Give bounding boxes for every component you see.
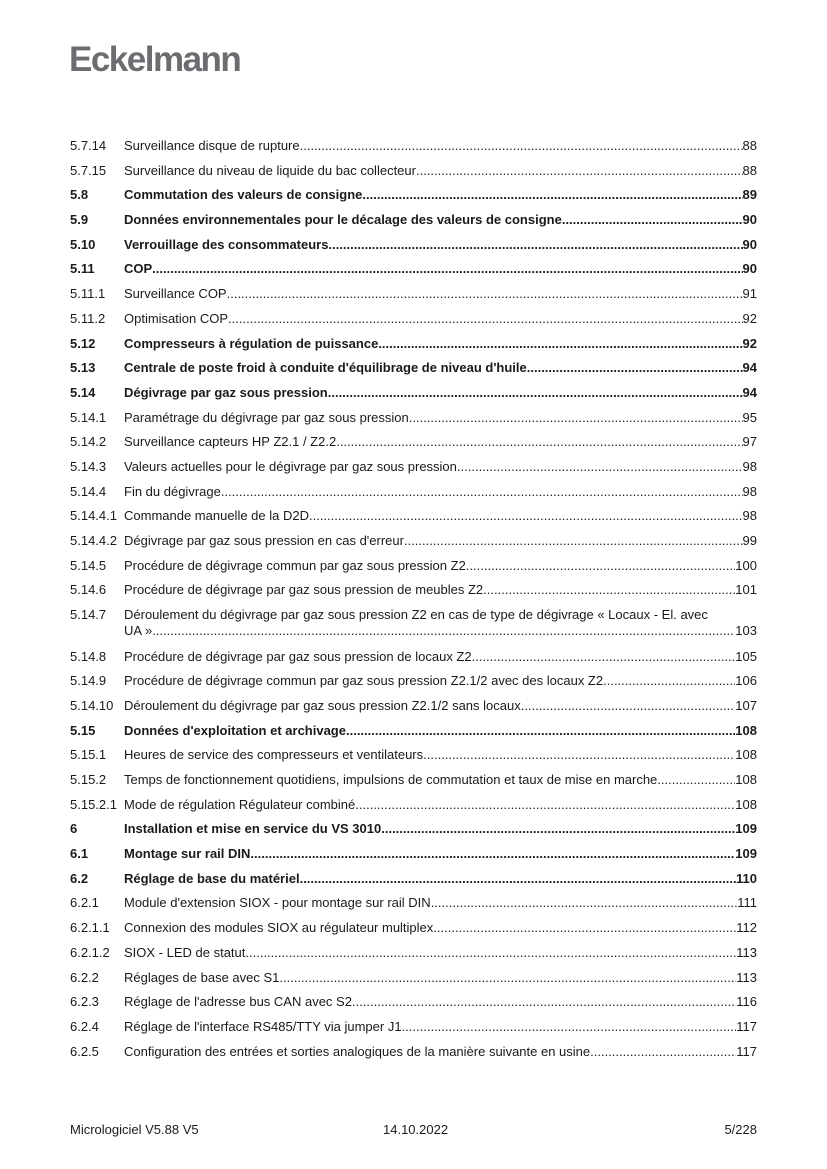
toc-entry-title[interactable]: Surveillance capteurs HP Z2.1 / Z2.2: [124, 434, 337, 450]
dot-leader: [152, 257, 742, 282]
toc-entry[interactable]: [70, 282, 757, 307]
toc-entry[interactable]: [70, 455, 757, 480]
toc-entry-page[interactable]: 106: [735, 673, 757, 689]
toc-entry[interactable]: [70, 529, 757, 554]
dot-leader: [336, 430, 742, 455]
toc-entry[interactable]: [70, 719, 757, 744]
toc-entry-title[interactable]: Procédure de dégivrage commun par gaz sous pression Z2.1/2 avec des locaux Z2: [124, 673, 604, 689]
toc-entry-page[interactable]: 94: [742, 384, 757, 400]
toc-entry-title[interactable]: Installation et mise en service du VS 3010: [124, 821, 382, 837]
toc-entry-title[interactable]: Dégivrage par gaz sous pression: [124, 384, 328, 400]
toc-entry[interactable]: [70, 817, 757, 842]
toc-entry-page[interactable]: 111: [737, 895, 757, 911]
dot-leader: [250, 842, 735, 867]
toc-entry-title[interactable]: Configuration des entrées et sorties analogiques de la manière suivante en usine: [124, 1043, 591, 1059]
toc-entry-page[interactable]: 108: [735, 796, 757, 812]
toc-entry-number: 6.2.2: [70, 969, 99, 985]
toc-entry-page[interactable]: 109: [735, 846, 757, 862]
toc-entry[interactable]: [70, 332, 757, 357]
dot-leader: [472, 645, 736, 670]
toc-entry-page[interactable]: 92: [742, 335, 757, 351]
dot-leader: [433, 916, 736, 941]
toc-entry-title[interactable]: Fin du dégivrage: [124, 483, 221, 499]
toc-entry-page[interactable]: 101: [735, 582, 757, 598]
dot-leader: [362, 183, 742, 208]
toc-entry-page[interactable]: 109: [735, 821, 757, 837]
toc-entry-page[interactable]: 113: [736, 969, 757, 985]
dot-leader: [346, 719, 735, 744]
toc-entry[interactable]: [70, 578, 757, 603]
toc-entry-page[interactable]: 98: [742, 483, 757, 499]
dot-leader: [590, 1040, 736, 1065]
toc-entry-page[interactable]: 95: [742, 409, 757, 425]
toc-entry-page[interactable]: 88: [742, 138, 757, 153]
toc-entry[interactable]: [70, 867, 757, 892]
dot-leader: [409, 406, 743, 431]
toc-entry-page[interactable]: 90: [742, 212, 757, 228]
toc-entry-number: 6.2.1.2: [70, 944, 110, 960]
toc-entry-page[interactable]: 117: [736, 1018, 757, 1034]
toc-entry[interactable]: [70, 183, 757, 208]
toc-entry-page[interactable]: 117: [736, 1043, 757, 1059]
toc-entry[interactable]: [70, 406, 757, 431]
toc-entry[interactable]: [70, 891, 757, 916]
footer-date: 14.10.2022: [383, 1122, 449, 1137]
toc-entry[interactable]: [70, 990, 757, 1015]
dot-leader: [404, 529, 743, 554]
toc-entry-number: 6.2.1.1: [70, 920, 110, 936]
toc-entry-title[interactable]: Réglage de l'adresse bus CAN avec S2: [124, 994, 352, 1010]
toc-entry-page[interactable]: 90: [742, 261, 757, 277]
toc-entry[interactable]: [70, 694, 757, 719]
toc-entry-title[interactable]: Mode de régulation Régulateur combiné: [124, 796, 356, 812]
toc-entry-number: 5.15: [70, 722, 96, 738]
dot-leader: [300, 867, 736, 892]
toc-entry[interactable]: [70, 208, 757, 233]
toc-entry-title[interactable]: SIOX - LED de statut: [124, 944, 246, 960]
dot-leader: [152, 623, 735, 639]
toc-entry-page[interactable]: 100: [735, 557, 757, 573]
toc-entry[interactable]: [70, 768, 757, 793]
dot-leader: [416, 159, 743, 184]
toc-entry-title[interactable]: Temps de fonctionnement quotidiens, impulsions de commutation et taux de mise en marche: [124, 772, 658, 787]
toc-entry-number: 5.7.15: [70, 162, 107, 178]
toc-entry-page[interactable]: 108: [735, 722, 757, 738]
toc-entry-number: 6.2.3: [70, 994, 99, 1010]
toc-entry-number: 6: [70, 821, 78, 837]
toc-entry-page[interactable]: 92: [742, 310, 757, 326]
dot-leader: [457, 455, 743, 480]
toc-entry-page[interactable]: 99: [742, 533, 757, 548]
dot-leader: [328, 233, 742, 258]
toc-entry[interactable]: [70, 356, 757, 381]
toc-entry-title[interactable]: Données d'exploitation et archivage: [124, 722, 346, 738]
toc-entry-number: 5.11.2: [70, 310, 106, 326]
dot-leader: [657, 768, 735, 793]
toc-entry-number: 5.11.1: [70, 286, 106, 302]
dot-leader: [603, 669, 735, 694]
toc-entry-title[interactable]: Procédure de dégivrage commun par gaz sous pression Z2: [124, 557, 466, 573]
toc-entry-page[interactable]: 88: [742, 162, 757, 178]
toc-entry-number: 5.14.8: [70, 648, 107, 664]
toc-entry-number: 5.12: [70, 335, 96, 351]
toc-entry[interactable]: [70, 916, 757, 941]
toc-entry-number: 5.11: [70, 261, 95, 277]
toc-entry-title[interactable]: Module d'extension SIOX - pour montage sur rail DIN: [124, 895, 431, 911]
toc-entry-number: 6.2: [70, 870, 89, 886]
dot-leader: [381, 817, 735, 842]
dot-leader: [431, 891, 738, 916]
toc-entry-title[interactable]: Heures de service des compresseurs et ventilateurs: [124, 747, 424, 763]
toc-entry-page[interactable]: 113: [736, 944, 757, 960]
toc-entry[interactable]: [70, 134, 757, 159]
toc-entry[interactable]: [70, 793, 757, 818]
toc-entry-title[interactable]: Réglage de base du matériel: [124, 870, 300, 886]
toc-entry-page[interactable]: 112: [736, 920, 757, 936]
toc-entry-title[interactable]: Valeurs actuelles pour le dégivrage par gaz sous pression: [124, 458, 457, 474]
toc-entry-page[interactable]: 107: [735, 697, 757, 713]
toc-entry-title[interactable]: Compresseurs à régulation de puissance: [124, 335, 379, 351]
toc-entry-title[interactable]: Commande manuelle de la D2D: [124, 508, 309, 524]
toc-entry-title[interactable]: Procédure de dégivrage par gaz sous pression de locaux Z2: [124, 648, 472, 664]
toc-entry-title[interactable]: Paramétrage du dégivrage par gaz sous pression: [124, 409, 409, 425]
toc-entry[interactable]: [70, 233, 757, 258]
toc-entry-title[interactable]: Réglages de base avec S1: [124, 969, 280, 985]
toc-entry-number: 5.14: [70, 384, 96, 400]
toc-entry-number: 5.15.1: [70, 747, 107, 763]
toc-entry-title[interactable]: COP: [124, 261, 153, 277]
toc-entry-number: 5.14.1: [70, 409, 107, 425]
dot-leader: [521, 694, 736, 719]
dot-leader: [228, 307, 742, 332]
toc-entry[interactable]: [70, 480, 757, 505]
toc-entry-number: 5.8: [70, 187, 89, 203]
dot-leader: [527, 356, 743, 381]
toc-entry-number: 5.15.2.1: [70, 796, 117, 812]
toc-entry-title[interactable]: Surveillance disque de rupture: [124, 138, 300, 153]
dot-leader: [378, 332, 742, 357]
toc-entry-number: 6.2.5: [70, 1043, 99, 1059]
toc-entry-title[interactable]: Surveillance COP: [124, 286, 227, 302]
toc-entry[interactable]: [70, 1015, 757, 1040]
toc-entry-title[interactable]: Dégivrage par gaz sous pression en cas d'erreur: [124, 533, 404, 548]
dot-leader: [221, 480, 743, 505]
toc-entry[interactable]: [70, 430, 757, 455]
toc-entry[interactable]: [70, 554, 757, 579]
toc-entry[interactable]: [70, 159, 757, 184]
toc-entry[interactable]: [70, 842, 757, 867]
eckelmann-logo: Eckelmann: [69, 40, 241, 79]
dot-leader: [483, 578, 735, 603]
footer-document-name: Micrologiciel V5.88 V5: [70, 1122, 199, 1137]
toc-entry-title[interactable]: Données environnementales pour le décalage des valeurs de consigne: [124, 212, 562, 228]
toc-entry-number: 6.2.4: [70, 1018, 99, 1034]
toc-entry[interactable]: [70, 966, 757, 991]
toc-entry-page[interactable]: 116: [736, 994, 757, 1010]
toc-entry-page[interactable]: 110: [736, 870, 757, 886]
toc-entry-title[interactable]: Optimisation COP: [124, 310, 229, 326]
toc-entry-number: 5.15.2: [70, 772, 107, 787]
toc-entry-title[interactable]: Surveillance du niveau de liquide du bac collecteur: [124, 162, 416, 178]
toc-entry-number: 5.14.4: [70, 483, 107, 499]
toc-entry-page[interactable]: 97: [742, 434, 757, 450]
table-of-contents: [70, 134, 757, 1064]
dot-leader: [352, 990, 736, 1015]
toc-entry-title[interactable]: Déroulement du dégivrage par gaz sous pression Z2 en cas de type de dégivrage « Locaux - El. avec: [124, 607, 708, 623]
toc-entry[interactable]: [70, 603, 757, 645]
toc-entry-number: 6.1: [70, 846, 89, 862]
dot-leader: [300, 134, 743, 159]
toc-entry[interactable]: [70, 257, 757, 282]
toc-entry-page[interactable]: 98: [742, 458, 757, 474]
toc-entry-title[interactable]: Connexion des modules SIOX au régulateur multiplex: [124, 920, 434, 936]
toc-entry-title[interactable]: Verrouillage des consommateurs: [124, 236, 329, 252]
dot-leader: [245, 941, 736, 966]
toc-entry-number: 6.2.1: [70, 895, 99, 911]
toc-entry-page[interactable]: 90: [742, 236, 757, 252]
toc-entry-number: 5.14.5: [70, 557, 107, 573]
toc-entry-number: 5.14.4.2: [70, 533, 117, 548]
dot-leader: [227, 282, 743, 307]
toc-entry[interactable]: [70, 1040, 757, 1065]
toc-entry[interactable]: [70, 743, 757, 768]
toc-entry-page[interactable]: 103: [735, 623, 757, 639]
toc-entry-title[interactable]: Procédure de dégivrage par gaz sous pression de meubles Z2: [124, 582, 484, 598]
toc-entry-page[interactable]: 108: [735, 747, 757, 763]
dot-leader: [402, 1015, 737, 1040]
dot-leader: [279, 966, 736, 991]
dot-leader: [309, 504, 743, 529]
toc-entry-number: 5.14.7: [70, 607, 107, 623]
toc-entry-page[interactable]: 89: [742, 187, 757, 203]
toc-entry-title[interactable]: Commutation des valeurs de consigne: [124, 187, 363, 203]
toc-entry-page[interactable]: 105: [735, 648, 757, 664]
toc-entry-number: 5.14.3: [70, 458, 107, 474]
footer-page-number: 5/228: [724, 1122, 757, 1137]
toc-entry-number: 5.14.4.1: [70, 508, 117, 524]
toc-entry-number: 5.7.14: [70, 138, 107, 153]
toc-entry[interactable]: [70, 381, 757, 406]
toc-entry-page[interactable]: 98: [742, 508, 757, 524]
page-footer: [70, 1122, 757, 1138]
toc-entry-page[interactable]: 94: [742, 360, 757, 376]
toc-entry-title[interactable]: Centrale de poste froid à conduite d'équilibrage de niveau d'huile: [124, 360, 527, 376]
toc-entry-page[interactable]: 108: [735, 772, 757, 787]
dot-leader: [355, 793, 735, 818]
toc-entry-number: 5.9: [70, 212, 89, 228]
toc-entry[interactable]: [70, 504, 757, 529]
toc-entry[interactable]: [70, 669, 757, 694]
toc-entry-number: 5.14.10: [70, 697, 114, 713]
toc-entry-title[interactable]: Déroulement du dégivrage par gaz sous pression Z2.1/2 sans locaux: [124, 697, 521, 713]
toc-entry-number: 5.14.2: [70, 434, 107, 450]
toc-entry[interactable]: [70, 307, 757, 332]
toc-entry[interactable]: [70, 941, 757, 966]
toc-entry-title-continued[interactable]: UA »: [124, 623, 153, 639]
toc-entry-title[interactable]: Réglage de l'interface RS485/TTY via jumper J1: [124, 1018, 402, 1034]
dot-leader: [466, 554, 736, 579]
toc-entry-title[interactable]: Montage sur rail DIN: [124, 846, 251, 862]
toc-entry-number: 5.10: [70, 236, 96, 252]
toc-entry[interactable]: [70, 645, 757, 670]
dot-leader: [328, 381, 743, 406]
toc-entry-number: 5.14.6: [70, 582, 107, 598]
toc-entry-page[interactable]: 91: [742, 286, 757, 302]
dot-leader: [562, 208, 743, 233]
dot-leader: [423, 743, 735, 768]
toc-entry-number: 5.13: [70, 360, 96, 376]
toc-entry-number: 5.14.9: [70, 673, 107, 689]
